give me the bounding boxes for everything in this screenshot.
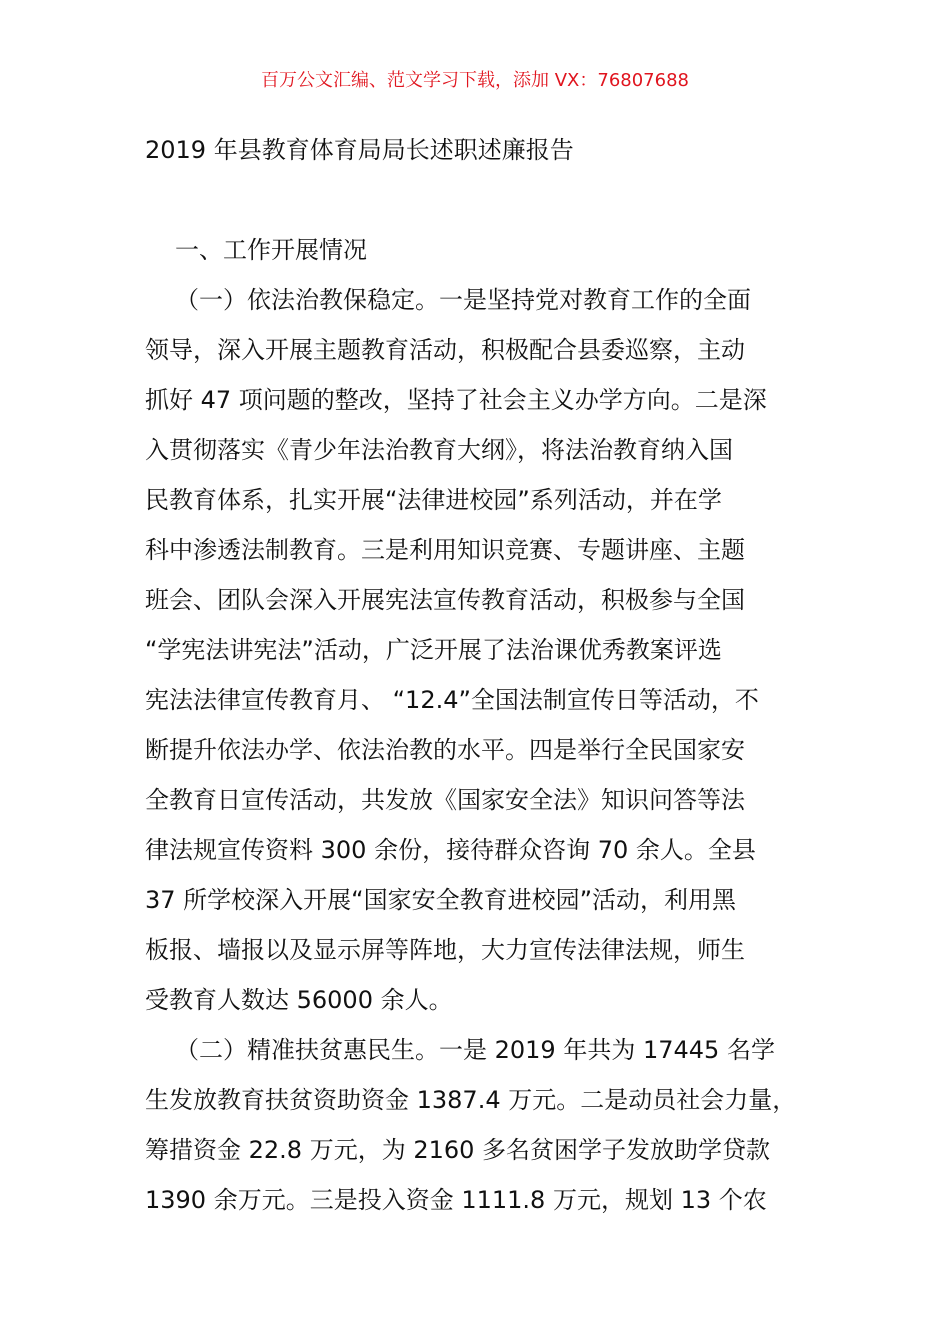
paragraph-line: 抓好 47 项问题的整改，坚持了社会主义办学方向。二是深 <box>145 386 767 414</box>
paragraph-line: 领导，深入开展主题教育活动，积极配合县委巡察，主动 <box>145 336 745 364</box>
paragraph-line: “学宪法讲宪法”活动，广泛开展了法治课优秀教案评选 <box>145 636 722 664</box>
paragraph-line: （一）依法治教保稳定。一是坚持党对教育工作的全面 <box>175 286 751 314</box>
paragraph-line: 入贯彻落实《青少年法治教育大纲》，将法治教育纳入国 <box>145 436 733 464</box>
watermark-banner: 百万公文汇编、范文学习下载，添加 VX：76807688 <box>261 70 689 91</box>
paragraph-line: 宪法法律宣传教育月、 “12.4”全国法制宣传日等活动，不 <box>145 686 759 714</box>
section-heading: 一、工作开展情况 <box>175 236 367 264</box>
paragraph-line: 生发放教育扶贫资助资金 1387.4 万元。二是动员社会力量， <box>145 1086 797 1114</box>
body-text <box>145 282 835 1232</box>
paragraph-line: 37 所学校深入开展“国家安全教育进校园”活动，利用黑 <box>145 886 737 914</box>
paragraph-line: 民教育体系，扎实开展“法律进校园”系列活动，并在学 <box>145 486 722 514</box>
paragraph-line: 板报、墙报以及显示屏等阵地，大力宣传法律法规，师生 <box>145 936 745 964</box>
paragraph-line: 断提升依法办学、依法治教的水平。四是举行全民国家安 <box>145 736 745 764</box>
paragraph-line: 筹措资金 22.8 万元，为 2160 多名贫困学子发放助学贷款 <box>145 1136 771 1164</box>
paragraph-line: 班会、团队会深入开展宪法宣传教育活动，积极参与全国 <box>145 586 745 614</box>
paragraph-line: 1390 余万元。三是投入资金 1111.8 万元，规划 13 个农 <box>145 1186 767 1214</box>
paragraph-line: 律法规宣传资料 300 余份，接待群众咨询 70 余人。全县 <box>145 836 756 864</box>
paragraph-line: 科中渗透法制教育。三是利用知识竞赛、专题讲座、主题 <box>145 536 745 564</box>
paragraph-line: 全教育日宣传活动，共发放《国家安全法》知识问答等法 <box>145 786 745 814</box>
document-title: 2019 年县教育体育局局长述职述廉报告 <box>145 136 574 164</box>
paragraph-line: 受教育人数达 56000 余人。 <box>145 986 453 1014</box>
paragraph-line: （二）精准扶贫惠民生。一是 2019 年共为 17445 名学 <box>175 1036 775 1064</box>
